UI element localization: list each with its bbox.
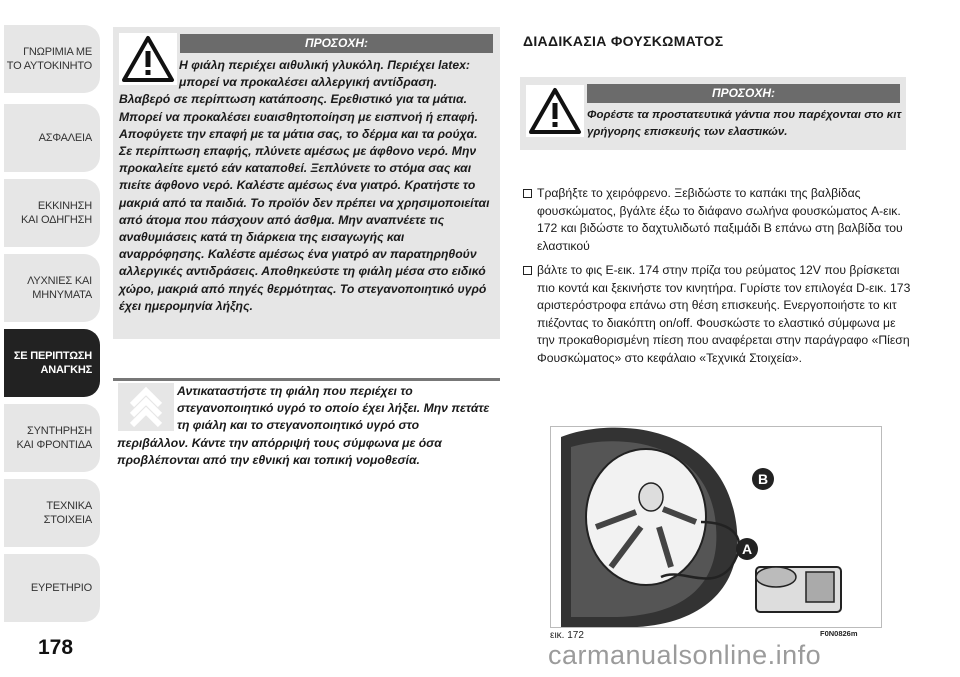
section-title: ΔΙΑΔΙΚΑΣΙΑ ΦΟΥΣΚΩΜΑΤΟΣ [523, 33, 724, 49]
section-divider [113, 378, 500, 381]
tab-technical-data[interactable]: ΤΕΧΝΙΚΑ ΣΤΟΙΧΕΙΑ [4, 479, 100, 547]
figure-label-a: A [741, 541, 753, 557]
disposal-note-rest: περιβάλλον. Κάντε την απόρριψή τους σύμφωνα με όσα προβλέπονται από την εθνική και τοπική νομοθεσία. [117, 435, 442, 467]
tab-safety[interactable]: ΑΣΦΑΛΕΙΑ [4, 104, 100, 172]
caution-box [520, 77, 906, 150]
figure-label-b: B [757, 471, 769, 487]
tab-maintenance-care[interactable]: ΣΥΝΤΗΡΗΣΗ ΚΑΙ ΦΡΟΝΤΙΔΑ [4, 404, 100, 472]
checkbox-bullet-icon [523, 189, 532, 198]
disposal-note-indented: Αντικαταστήστε τη φιάλη που περιέχει το στεγανοποιητικό υγρό το οποίο έχει λήξει. Μην πετάτε τη φιάλη και το στεγανοποιητικό υγρό στο [177, 384, 490, 433]
caution-text: Φορέστε τα προστατευτικά γάντια που παρέχονται στο κιτ γρήγορης επισκευής των ελαστικών. [587, 109, 902, 138]
tab-emergency[interactable]: ΣΕ ΠΕΡΙΠΤΩΣΗ ΑΝΑΓΚΗΣ [4, 329, 100, 397]
figure-tyre-inflation [550, 426, 882, 628]
disposal-note [117, 383, 500, 469]
warning-box [113, 27, 500, 339]
procedure-steps [523, 185, 913, 374]
watermark: carmanualsonline.info [548, 640, 822, 670]
checkbox-bullet-icon [523, 266, 532, 275]
tyre-compressor-illustration [551, 427, 881, 627]
chapter-sidebar [0, 0, 103, 640]
warning-body: Βλαβερό σε περίπτωση κατάποσης. Ερεθιστικό για τα μάτια. Μπορεί να προκαλέσει ευαισθητοποίηση με εισπνοή ή επαφή. Αποφύγετε την επαφή με τα μάτια σας, το δέρμα και τα ρούχα. Σε περίπτωση επαφής, πλύνετε αμέσως με άφθονο νερό. Μην προκαλείτε εμετό εάν καταποθεί. Ξεπλύνετε το στόμα σας και πιείτε άφθονο νερό. Καλέστε αμέσως ένα γιατρό. Κρατήστε το μακριά από τα παιδιά. Το προϊόν δεν πρέπει να χρησιμοποιείται από άτομα που πάσχουν από άσθμα. Μην αναπνέετε τις αναθυμιάσεις κατά τη διάρκεια της εισαγωγής και αναρρόφησης. Καλέστε αμέσως ένα γιατρό αν παρατηρηθούν αλλεργικές αντιδράσεις. Αποθηκεύστε τη φιάλη μέσα στο ειδικό χώρο, μακριά από πηγές θερμότητας. Το στεγανοποιητικό υγρό έχει ημερομηνία λήξης. [119, 92, 490, 313]
figure-caption: εικ. 172 [550, 630, 584, 641]
warning-header: ΠΡΟΣΟΧΗ: [180, 34, 493, 53]
warning-second-line: μπορεί να προκαλέσει αλλεργική αντίδραση. [179, 75, 438, 90]
tab-lights-messages[interactable]: ΛΥΧΝΙΕΣ ΚΑΙ ΜΗΝΥΜΑΤΑ [4, 254, 100, 322]
warning-text [119, 57, 493, 315]
tab-index[interactable]: ΕΥΡΕΤΗΡΙΟ [4, 554, 100, 622]
page-number: 178 [38, 636, 74, 659]
figure-code: F0N0826m [820, 629, 858, 638]
list-item: Τραβήξτε το χειρόφρενο. Ξεβιδώστε το καπάκι της βαλβίδας φουσκώματος, βγάλτε έξω το διάφανο σωλήνα φουσκώματος A-εικ. 172 και βιδώστε το δαχτυλιδωτό παξιμάδι B επάνω στη βαλβίδα του ελαστικού [523, 185, 913, 255]
warning-triangle-icon [526, 85, 584, 137]
caution-header: ΠΡΟΣΟΧΗ: [587, 84, 900, 103]
warning-first-line: Η φιάλη περιέχει αιθυλική γλυκόλη. Περιέχει latex: [179, 58, 470, 72]
tab-starting-driving[interactable]: ΕΚΚΙΝΗΣΗ ΚΑΙ ΟΔΗΓΗΣΗ [4, 179, 100, 247]
list-item: βάλτε το φις E-εικ. 174 στην πρίζα του ρεύματος 12V που βρίσκεται πιο κοντά και ξεκινήστε τον κινητήρα. Γυρίστε τον επιλογέα D-εικ. 173 αριστερόστροφα επάνω στη θέση επισκευής. Ενεργοποιήστε το κιτ πιέζοντας το διακόπτη on/off. Φουσκώστε το ελαστικό σύμφωνα με την προκαθορισμένη πίεση που αναφέρεται στην παράγραφο «Πίεση Φουσκώματος» στο κεφάλαιο «Τεχνικά Στοιχεία». [523, 262, 913, 367]
tab-getting-to-know-car[interactable]: ΓΝΩΡΙΜΙΑ ΜΕ ΤΟ ΑΥΤΟΚΙΝΗΤΟ [4, 25, 100, 93]
